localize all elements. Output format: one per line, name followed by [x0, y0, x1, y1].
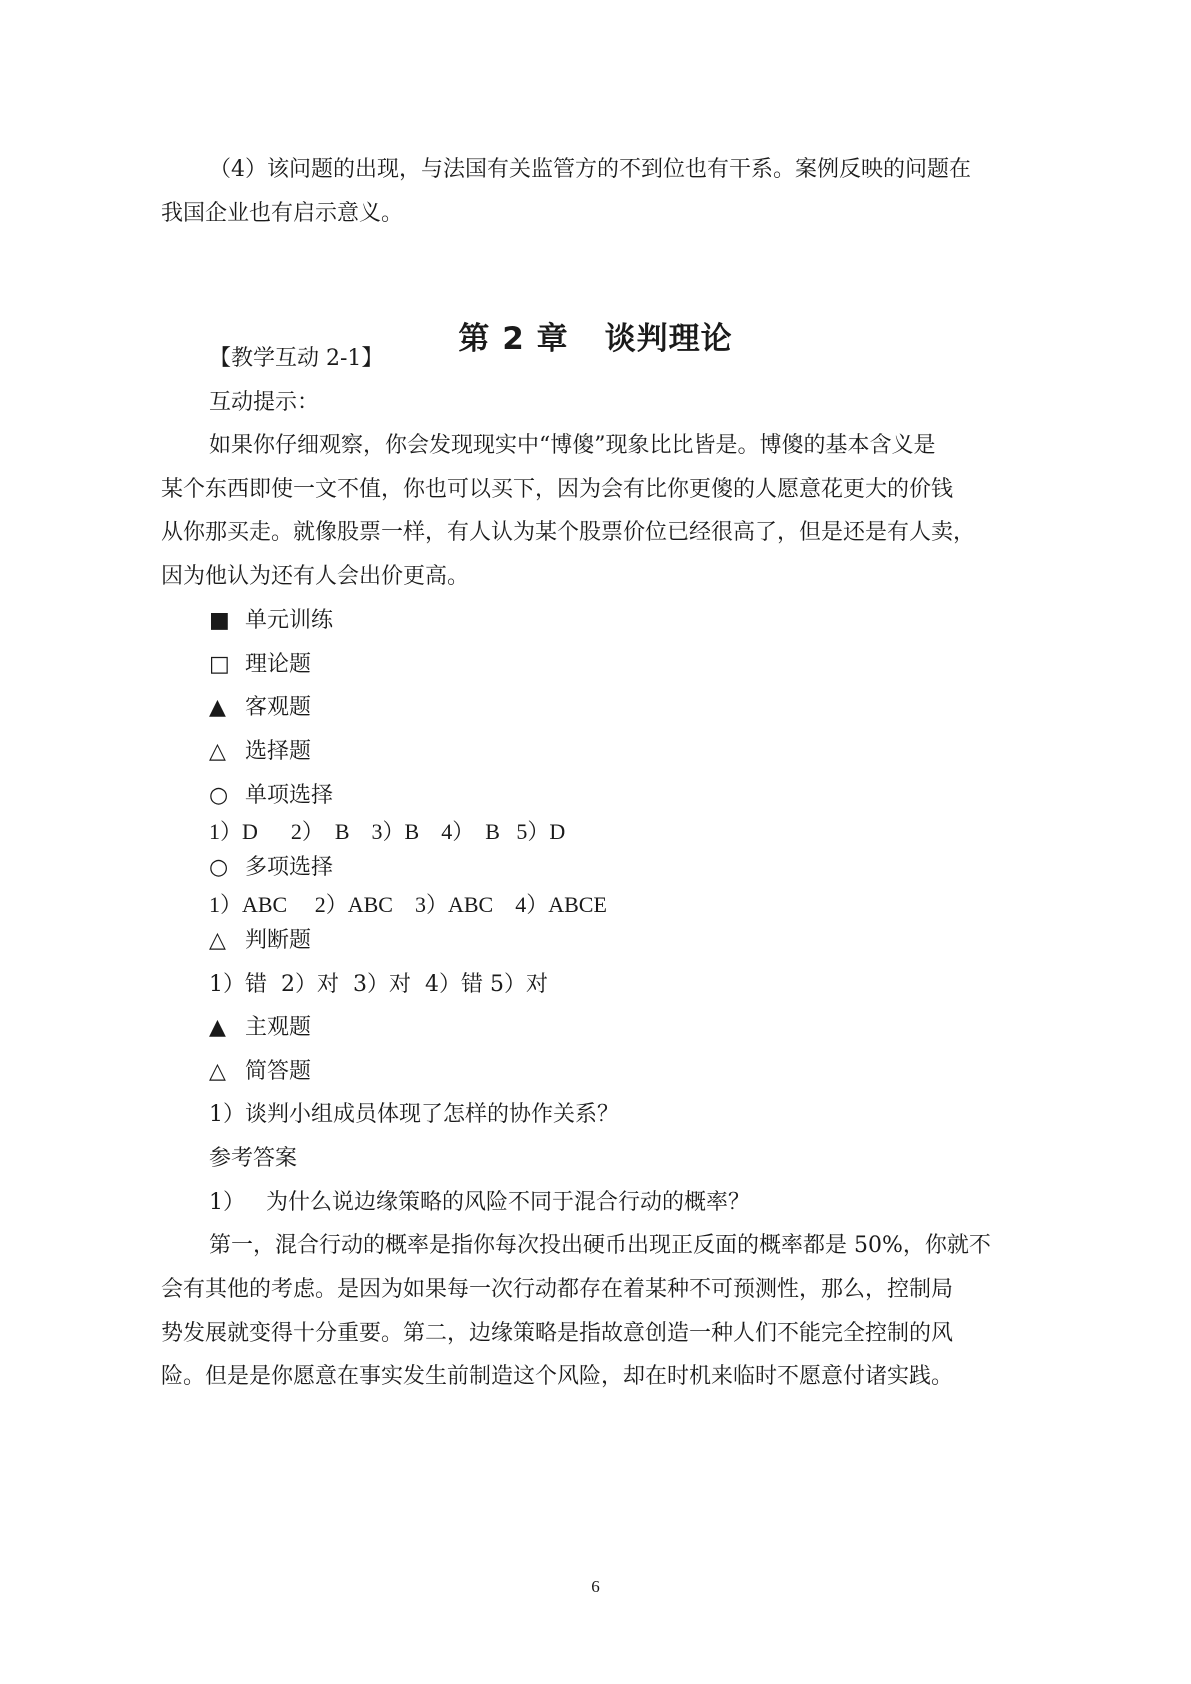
hollow-triangle-icon: △: [209, 1059, 226, 1084]
single-choice-answers: 1）D 2） B 3）B 4） B 5）D: [209, 819, 566, 844]
chapter-number: 第 2 章: [458, 321, 569, 357]
filled-square-icon: ■: [209, 608, 230, 633]
page-number: 6: [591, 1577, 600, 1596]
question-1: 1）谈判小组成员体现了怎样的协作关系？: [209, 1102, 619, 1127]
chapter-heading: [0, 313, 1191, 358]
judge-heading: △ 判断题: [209, 928, 312, 953]
answer-line-3: 势发展就变得十分重要。第二，边缘策略是指故意创造一种人们不能完全控制的风: [161, 1321, 954, 1346]
theory-heading: □ 理论题: [209, 652, 312, 677]
hint-para-line-1: 如果你仔细观察，你会发现现实中“博傻”现象比比皆是。博傻的基本含义是: [209, 433, 936, 458]
short-answer-heading: △ 简答题: [209, 1059, 312, 1084]
answer-line-2: 会有其他的考虑。是因为如果每一次行动都存在着某种不可预测性，那么，控制局: [161, 1277, 954, 1302]
circle-icon: ○: [209, 855, 229, 880]
choice-heading: △ 选择题: [209, 739, 312, 764]
hollow-triangle-icon: △: [209, 928, 226, 953]
hollow-triangle-icon: △: [209, 739, 226, 764]
intro-line-1: （4）该问题的出现，与法国有关监管方的不到位也有干系。案例反映的问题在: [209, 157, 971, 182]
reference-answer-label: 参考答案: [209, 1146, 298, 1171]
hint-para-line-4: 因为他认为还有人会出价更高。: [161, 564, 470, 589]
single-choice-heading: ○ 单项选择: [209, 783, 334, 808]
interaction-label: 【教学互动 2-1】: [209, 346, 384, 371]
filled-triangle-icon: ▲: [209, 695, 226, 720]
judge-answers: 1）错 2）对 3）对 4）错 5）对: [209, 972, 548, 997]
filled-triangle-icon: ▲: [209, 1015, 226, 1040]
hollow-square-icon: □: [209, 652, 230, 677]
subjective-heading: ▲ 主观题: [209, 1015, 312, 1040]
hint-para-line-3: 从你那买走。就像股票一样，有人认为某个股票价位已经很高了，但是还是有人卖，: [161, 520, 976, 545]
unit-training-heading: ■ 单元训练: [209, 608, 334, 633]
multi-choice-answers: 1）ABC 2）ABC 3）ABC 4）ABCE: [209, 892, 607, 917]
multi-choice-heading: ○ 多项选择: [209, 855, 334, 880]
answer-line-4: 险。但是是你愿意在事实发生前制造这个风险，却在时机来临时不愿意付诸实践。: [161, 1364, 954, 1389]
answer-line-1: 第一，混合行动的概率是指你每次投出硬币出现正反面的概率都是 50%，你就不: [209, 1233, 991, 1258]
question-2: 1） 为什么说边缘策略的风险不同于混合行动的概率？: [209, 1190, 750, 1215]
circle-icon: ○: [209, 783, 229, 808]
chapter-title: 谈判理论: [604, 321, 733, 357]
interaction-hint: 互动提示：: [209, 390, 320, 415]
hint-para-line-2: 某个东西即使一文不值，你也可以买下，因为会有比你更傻的人愿意花更大的价钱: [161, 477, 954, 502]
objective-heading: ▲ 客观题: [209, 695, 312, 720]
intro-line-2: 我国企业也有启示意义。: [161, 201, 404, 226]
